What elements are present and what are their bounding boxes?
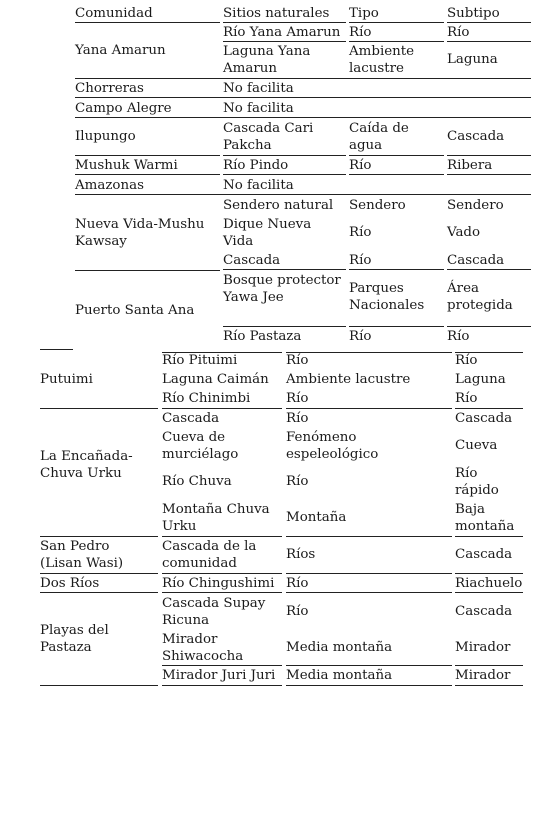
table-cell: Río Chinimbi — [162, 391, 251, 406]
rule — [162, 685, 282, 686]
header-sitios: Sitios naturales — [223, 6, 330, 21]
header-comunidad: Comunidad — [75, 6, 153, 21]
table-cell: Río — [455, 353, 478, 368]
table-cell: Ribera — [447, 158, 493, 173]
table-cell: Río — [286, 411, 309, 426]
rule — [162, 408, 282, 409]
table-cell: Río — [349, 329, 372, 344]
rule — [455, 592, 523, 593]
header-subtipo: Subtipo — [447, 6, 500, 21]
rule — [455, 536, 523, 537]
table-cell: Cascada — [455, 547, 513, 562]
rule — [40, 592, 158, 593]
table-cell: Río Pastaza — [223, 329, 302, 344]
rule — [349, 155, 444, 156]
rule — [162, 665, 282, 666]
rule — [75, 97, 531, 98]
table-cell: Mirador — [455, 668, 511, 683]
rule — [447, 22, 531, 23]
table-cell: Campo Alegre — [75, 101, 172, 116]
table-cell: Río — [286, 353, 309, 368]
table-cell: Playas del Pastaza — [40, 623, 109, 655]
table-cell: Cascada Supay Ricuna — [162, 596, 266, 628]
rule — [286, 573, 452, 574]
table-cell: No facilita — [223, 101, 294, 116]
rule — [286, 665, 452, 666]
table-cell: Cascada — [455, 411, 513, 426]
rule — [40, 408, 158, 409]
rule — [455, 665, 523, 666]
table-cell: Fenómeno espeleológico — [286, 430, 379, 462]
rule — [223, 269, 346, 270]
table-cell: Chorreras — [75, 81, 144, 96]
rule — [223, 174, 346, 175]
rule — [40, 536, 158, 537]
rule — [75, 22, 220, 23]
rule — [75, 78, 531, 79]
table-cell: Yana Amarun — [75, 43, 166, 58]
table-cell: Cascada — [455, 604, 513, 619]
rule — [75, 155, 220, 156]
table-cell: No facilita — [223, 178, 294, 193]
rule — [40, 573, 158, 574]
table-cell: Cueva — [455, 438, 498, 453]
table-cell: Río Pituimi — [162, 353, 238, 368]
table-cell: Laguna Caimán — [162, 372, 269, 387]
table-cell: Sendero natural — [223, 198, 334, 213]
table-cell: Parques Nacionales — [349, 281, 425, 313]
table-cell: Río Pindo — [223, 158, 289, 173]
table-cell: Río — [349, 158, 372, 173]
table-cell: Bosque protector Yawa Jee — [223, 273, 341, 305]
rule — [349, 22, 444, 23]
rule — [40, 349, 73, 350]
table-cell: Río — [349, 253, 372, 268]
table-cell: Cascada — [223, 253, 281, 268]
table-cell: Cascada — [162, 411, 220, 426]
table-cell: Sendero — [349, 198, 406, 213]
table-cell: Baja montaña — [455, 502, 515, 534]
table-cell: La Encañada-Chuva Urku — [40, 449, 133, 481]
table-cell: Cascada Cari Pakcha — [223, 121, 314, 153]
rule — [349, 326, 444, 327]
table-cell: Río Yana Amarun — [223, 25, 341, 40]
table-cell: Río — [349, 25, 372, 40]
table-cell: Cueva de murciélago — [162, 430, 239, 462]
table-cell: Puerto Santa Ana — [75, 303, 195, 318]
table-cell: Montaña — [286, 510, 347, 525]
table-cell: No facilita — [223, 81, 294, 96]
table-cell: Área protegida — [447, 281, 513, 313]
table-cell: Mirador Shiwacocha — [162, 632, 244, 664]
table-cell: Media montaña — [286, 668, 393, 683]
rule — [75, 117, 531, 118]
rule — [447, 155, 531, 156]
rule — [286, 685, 452, 686]
table-cell: Caída de agua — [349, 121, 409, 153]
table-cell: Putuimi — [40, 372, 93, 387]
table-cell: Laguna — [455, 372, 506, 387]
rule — [455, 573, 523, 574]
table-cell: Vado — [447, 225, 481, 240]
table-cell: Riachuelo — [455, 576, 523, 591]
table-cell: Cascada de la comunidad — [162, 539, 257, 571]
table-cell: Río — [447, 329, 470, 344]
rule — [349, 174, 444, 175]
rule — [286, 592, 452, 593]
rule — [40, 685, 158, 686]
rule — [162, 536, 282, 537]
rule — [286, 408, 452, 409]
table-cell: Cascada — [447, 129, 505, 144]
table-cell: Ambiente lacustre — [349, 44, 415, 76]
rule — [447, 326, 531, 327]
table-cell: Río — [286, 604, 309, 619]
table-cell: Río Chingushimi — [162, 576, 275, 591]
table-cell: Ríos — [286, 547, 316, 562]
rule — [75, 174, 220, 175]
table-cell: Sendero — [447, 198, 504, 213]
rule — [286, 536, 452, 537]
rule — [286, 352, 452, 353]
table-cell: Dique Nueva Vida — [223, 217, 312, 249]
table-cell: Río — [286, 474, 309, 489]
header-tipo: Tipo — [349, 6, 379, 21]
table-cell: Ilupungo — [75, 129, 136, 144]
rule — [75, 270, 220, 271]
table-cell: Dos Ríos — [40, 576, 100, 591]
table-cell: Laguna — [447, 52, 498, 67]
table-cell: Montaña Chuva Urku — [162, 502, 270, 534]
table-cell: Río — [447, 25, 470, 40]
rule — [349, 41, 444, 42]
rule — [447, 174, 531, 175]
table-cell: Mirador Juri Juri — [162, 668, 276, 683]
rule — [447, 269, 531, 270]
table-cell: San Pedro (Lisan Wasi) — [40, 539, 124, 571]
rule — [75, 194, 531, 195]
table-cell: Media montaña — [286, 640, 393, 655]
table-cell: Mirador — [455, 640, 511, 655]
table-cell: Amazonas — [75, 178, 144, 193]
rule — [455, 408, 523, 409]
rule — [162, 592, 282, 593]
rule — [223, 326, 346, 327]
table-cell: Río Chuva — [162, 474, 232, 489]
rule — [349, 269, 444, 270]
table-cell: Río — [286, 391, 309, 406]
rule — [162, 573, 282, 574]
rule — [223, 155, 346, 156]
table-cell: Mushuk Warmi — [75, 158, 178, 173]
table-cell: Río — [286, 576, 309, 591]
table-cell: Nueva Vida-Mushu Kawsay — [75, 217, 205, 249]
rule — [455, 685, 523, 686]
table-cell: Río rápido — [455, 466, 499, 498]
table-cell: Río — [349, 225, 372, 240]
rule — [223, 22, 346, 23]
table-cell: Cascada — [447, 253, 505, 268]
table-cell: Laguna Yana Amarun — [223, 44, 311, 76]
table-cell: Ambiente lacustre — [286, 372, 411, 387]
rule — [447, 41, 531, 42]
table-cell: Río — [455, 391, 478, 406]
rule — [223, 41, 346, 42]
